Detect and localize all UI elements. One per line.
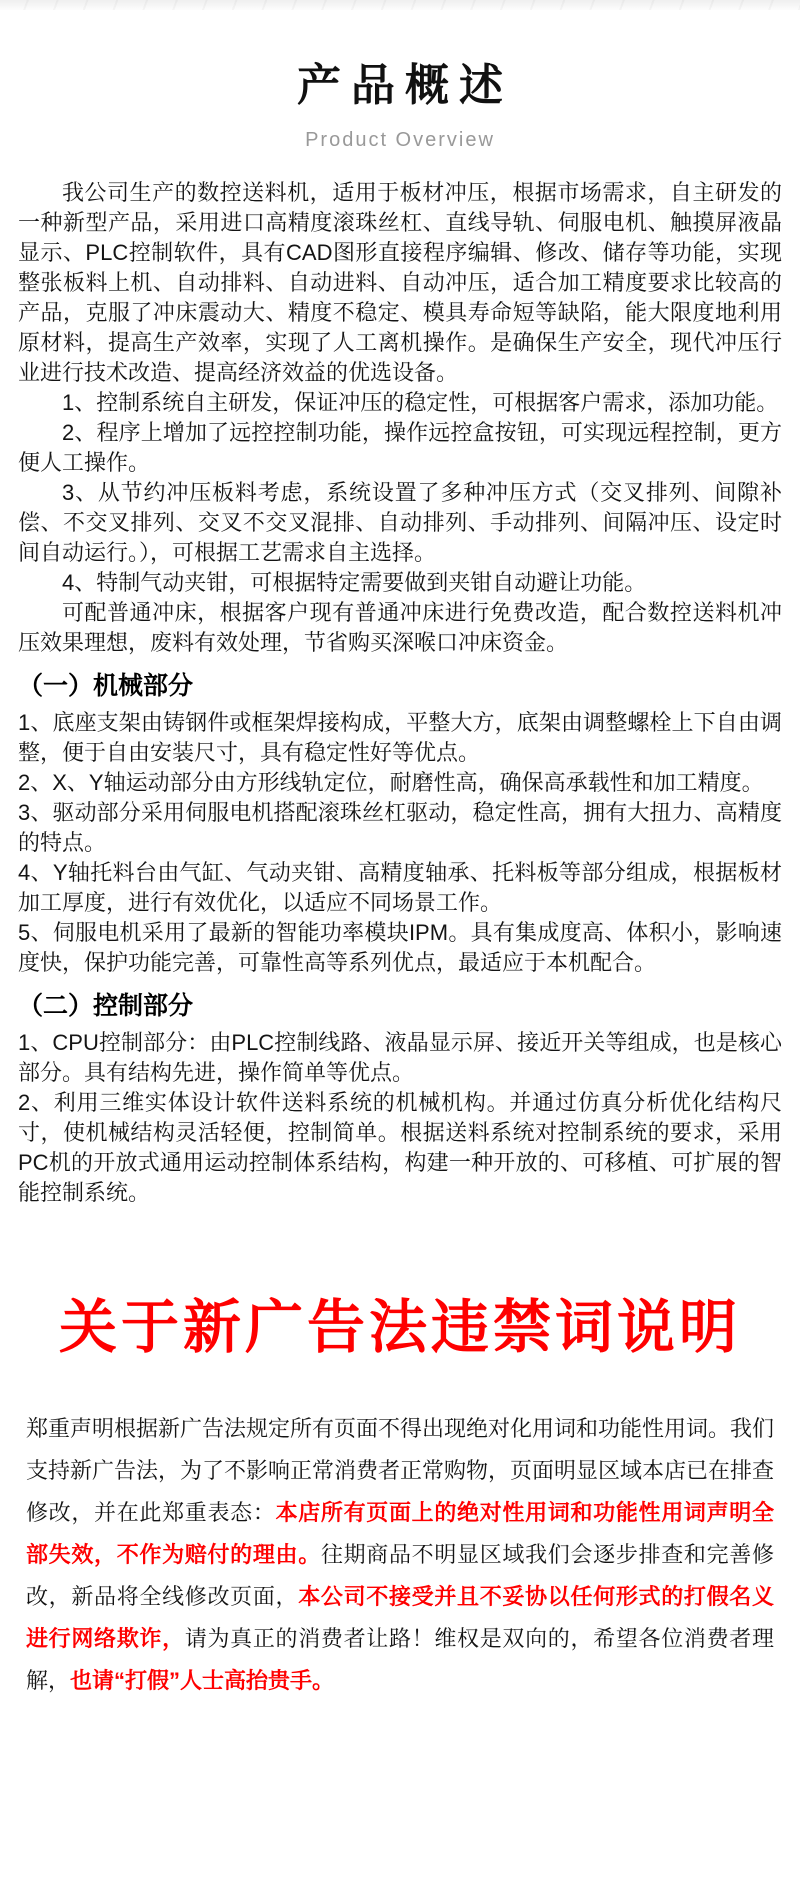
page-top-texture-strip xyxy=(0,0,800,10)
mechanical-item-5: 5、伺服电机采用了最新的智能功率模块IPM。具有集成度高、体积小，影响速度快，保护功能完善，可靠性高等系列优点，最适应于本机配合。 xyxy=(18,919,782,975)
notice-segment-red-3: 也请“打假”人士高抬贵手。 xyxy=(70,1667,335,1693)
mechanical-item-2: 2、X、Y轴运动部分由方形线轨定位，耐磨性高，确保高承载性和加工精度。 xyxy=(18,769,764,795)
ad-law-notice-section xyxy=(0,1296,800,1702)
notice-segment-normal-3: 请为真正的消费者让路！维权是双向的，希望各位消费者理解， xyxy=(26,1625,774,1693)
section-heading-mechanical: （一）机械部分 xyxy=(18,671,194,700)
notice-segment-normal-1: 郑重声明根据新广告法规定所有页面不得出现绝对化用词和功能性用词。我们支持新广告法，为了不影响正常消费者正常购物，页面明显区域本店已在排查修改，并在此郑重表态： xyxy=(26,1415,775,1525)
overview-closing-paragraph: 可配普通冲床，根据客户现有普通冲床进行免费改造，配合数控送料机冲压效果理想，废料有效处理，节省购买深喉口冲床资金。 xyxy=(18,599,782,655)
overview-point-1: 1、控制系统自主研发，保证冲压的稳定性，可根据客户需求，添加功能。 xyxy=(62,389,779,415)
control-item-1: 1、CPU控制部分：由PLC控制线路、液晶显示屏、接近开关等组成，也是核心部分。具有结构先进，操作简单等优点。 xyxy=(18,1029,782,1085)
overview-point-4: 4、特制气动夹钳，可根据特定需要做到夹钳自动避让功能。 xyxy=(62,569,647,595)
overview-point-3: 3、从节约冲压板料考虑，系统设置了多种冲压方式（交叉排列、间隙补偿、不交叉排列、交叉不交叉混排、自动排列、手动排列、间隔冲压、设定时间自动运行。），可根据工艺需求自主选择。 xyxy=(18,479,782,565)
mechanical-item-1: 1、底座支架由铸钢件或框架焊接构成，平整大方，底架由调整螺栓上下自由调整，便于自由安装尺寸，具有稳定性好等优点。 xyxy=(18,709,782,765)
notice-segment-red-1: 本店所有页面上的绝对性用词和功能性用词声明全部失效，不作为赔付的理由。 xyxy=(26,1499,774,1567)
control-item-2: 2、利用三维实体设计软件送料系统的机械机构。并通过仿真分析优化结构尺寸，使机械结构灵活轻便，控制简单。根据送料系统对控制系统的要求，采用PC机的开放式通用运动控制体系结构，构建一种开放的、可移植、可扩展的智能控制系统。 xyxy=(18,1089,782,1205)
notice-segment-normal-2: 往期商品不明显区域我们会逐步排查和完善修改，新品将全线修改页面， xyxy=(26,1541,774,1609)
page-header xyxy=(0,10,800,152)
notice-segment-red-2: 本公司不接受并且不妥协以任何形式的打假名义进行网络欺诈， xyxy=(26,1583,774,1651)
overview-intro-paragraph: 我公司生产的数控送料机，适用于板材冲压，根据市场需求，自主研发的一种新型产品，采用进口高精度滚珠丝杠、直线导轨、伺服电机、触摸屏液晶显示、PLC控制软件，具有CAD图形直接程序编辑、修改、储存等功能，实现整张板料上机、自动排料、自动进料、自动冲压，适合加工精度要求比较高的产品，克服了冲床震动大、精度不稳定、模具寿命短等缺陷，能大限度地利用原材料，提高生产效率，实现了人工离机操作。是确保生产安全，现代冲压行业进行技术改造、提高经济效益的优选设备。 xyxy=(18,179,782,385)
notice-title: 关于新广告法违禁词说明 xyxy=(58,1294,741,1360)
mechanical-item-4: 4、Y轴托料台由气缸、气动夹钳、高精度轴承、托料板等部分组成，根据板材加工厚度，进行有效优化，以适应不同场景工作。 xyxy=(18,859,782,915)
overview-point-2: 2、程序上增加了远控控制功能，操作远控盒按钮，可实现远程控制，更方便人工操作。 xyxy=(18,419,782,475)
page-subtitle: Product Overview xyxy=(305,128,495,151)
page-title: 产品概述 xyxy=(297,61,513,110)
section-heading-control: （二）控制部分 xyxy=(18,991,194,1020)
product-overview-section xyxy=(0,178,800,1208)
mechanical-item-3: 3、驱动部分采用伺服电机搭配滚珠丝杠驱动，稳定性高，拥有大扭力、高精度的特点。 xyxy=(18,799,782,855)
notice-body-paragraph xyxy=(26,1408,774,1702)
